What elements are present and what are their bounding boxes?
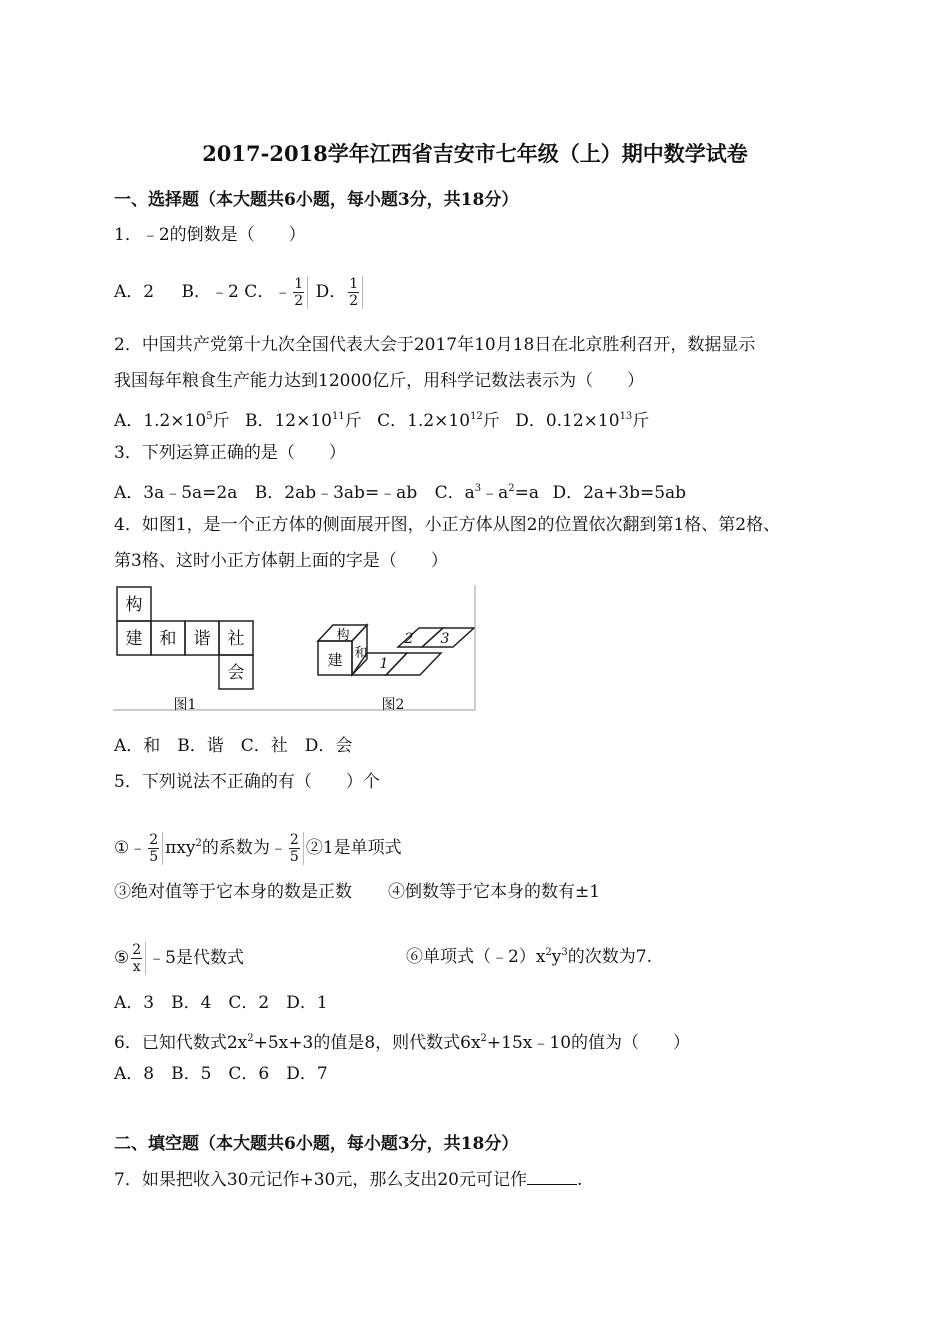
q3-option-a: A．3a﹣5a=2a	[114, 483, 238, 503]
grid-cell-1b	[386, 653, 441, 675]
section-1-heading: 一、选择题（本大题共6小题，每小题3分，共18分）	[114, 190, 519, 210]
q5-statement-3: ③绝对值等于它本身的数是正数	[114, 882, 352, 902]
net-char-1: 构	[125, 595, 143, 615]
q1-option-c-fraction: $\frac{1}{2}$	[293, 276, 308, 309]
q3-option-c: C．$a^3﹣a^2=a$	[434, 483, 540, 503]
question-7: 7．如果把收入30元记作+30元，那么支出20元可记作 .	[114, 1170, 583, 1190]
question-5-statement-1-2	[114, 832, 402, 865]
q1-option-b: B．﹣2	[181, 282, 239, 302]
cell-label-3: 3	[440, 631, 450, 647]
q1-option-d-fraction: $\frac{1}{2}$	[348, 276, 363, 309]
q5-statement-1: ①﹣ $\frac{2}{5}$ πxy$^2$的系数为﹣ $\frac{2}{5}$	[114, 838, 306, 858]
q2-option-a: A．$1.2\times 10^5$斤	[114, 411, 230, 431]
question-5-statement-6: ⑥单项式$(﹣2)x^2y^3$的次数为7.	[406, 947, 652, 967]
question-4-options: A．和 B．谐 C．社 D．会	[114, 736, 353, 756]
question-6-stem: 6．已知代数式$2x^2+5x+3$的值是8，则代数式$6x^2+15x﹣10$的值为（ ）	[114, 1033, 691, 1053]
cube-top-char: 构	[336, 628, 350, 643]
cube-side-char: 和	[354, 646, 368, 661]
q2-option-d: D．$0.12\times 10^{13}$斤	[515, 411, 650, 431]
cube-front-char: 建	[327, 651, 343, 669]
question-5-options: A．3 B．4 C．2 D．1	[114, 993, 328, 1013]
cell-label-1: 1	[379, 656, 389, 672]
q2-option-b: B．$12\times 10^{11}$斤	[244, 411, 362, 431]
q1-option-c: C．﹣	[244, 282, 292, 302]
cell-label-2: 2	[404, 631, 414, 647]
net-char-3: 和	[159, 629, 177, 649]
question-3-options	[114, 478, 686, 504]
net-char-4: 谐	[193, 629, 211, 649]
page-title: 2017-2018学年江西省吉安市七年级（上）期中数学试卷	[202, 141, 748, 166]
figure-1-label: 图1	[173, 697, 197, 713]
q3-option-d: D．2a+3b=5ab	[552, 483, 687, 503]
question-6-options: A．8 B．5 C．6 D．7	[114, 1064, 328, 1084]
q7-answer-blank	[527, 1184, 577, 1185]
question-2-line-2: 我国每年粮食生产能力达到12000亿斤，用科学记数法表示为（ ）	[114, 371, 645, 391]
q1-option-d: D．	[315, 282, 347, 302]
q2-option-c: C．$1.2\times 10^{12}$斤	[377, 411, 500, 431]
question-4-line-2: 第3格、这时小正方体朝上面的字是（ ）	[114, 551, 448, 571]
net-char-6: 会	[227, 663, 245, 683]
net-char-5: 社	[227, 629, 245, 649]
q1-option-a: A．2	[114, 282, 155, 302]
net-char-2: 建	[125, 629, 143, 649]
question-1-stem: 1．﹣2的倒数是（ ）	[114, 225, 306, 245]
section-2-heading: 二、填空题（本大题共6小题，每小题3分，共18分）	[114, 1134, 519, 1154]
question-5-statement-3-4	[114, 881, 600, 903]
question-4-figure	[113, 585, 477, 715]
q3-option-b: B．2ab﹣3ab=﹣ab	[254, 483, 418, 503]
question-3-stem: 3．下列运算正确的是（ ）	[114, 443, 346, 463]
question-5-stem: 5．下列说法不正确的有（ ）个	[114, 772, 380, 792]
q5-statement-2: ②1是单项式	[305, 838, 402, 858]
question-2-line-1: 2．中国共产党第十九次全国代表大会于2017年10月18日在北京胜利召开，数据显示	[114, 335, 756, 355]
question-2-options	[114, 406, 649, 432]
q5-statement-4: ④倒数等于它本身的数有±1	[388, 882, 601, 902]
question-4-line-1: 4．如图1，是一个正方体的侧面展开图，小正方体从图2的位置依次翻到第1格、第2格、	[114, 515, 781, 535]
question-1-options	[114, 276, 365, 309]
figure-2-label: 图2	[381, 697, 405, 713]
question-5-statement-5: ⑤ $\frac{2}{x}$ ﹣5是代数式	[114, 942, 244, 975]
